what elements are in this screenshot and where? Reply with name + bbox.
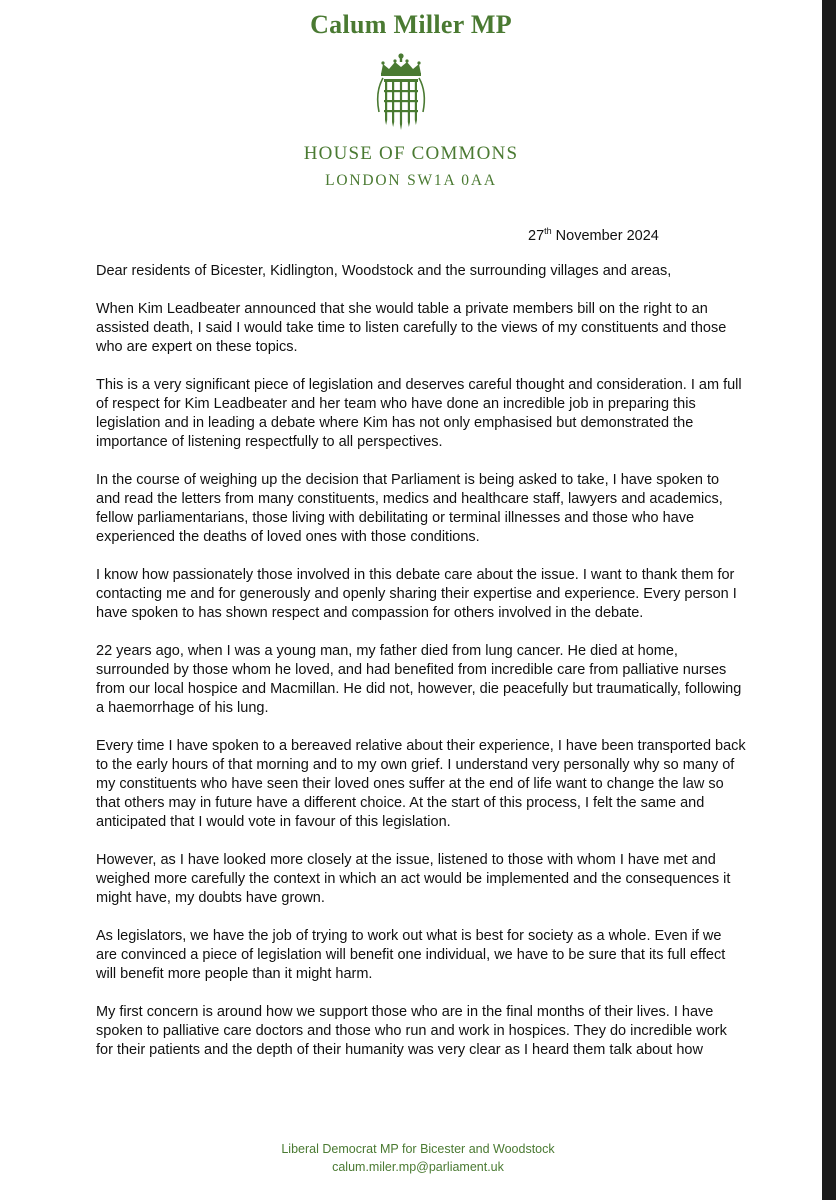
paragraph: Every time I have spoken to a bereaved relative about their experience, I have been transported back to the early hours of that morning and to my own grief. I understand very personally why so many of my constituents who have seen their loved ones suffer at the end of life want to change the law so that others may in future have a different choice. At the start of this process, I felt the same and anticipated that I would vote in favour of this legislation.: [96, 738, 746, 830]
date-suffix: th: [544, 226, 552, 236]
portcullis-icon: [373, 52, 429, 132]
house-of-commons-label: HOUSE OF COMMONS: [303, 143, 519, 164]
date-day: 27: [528, 227, 545, 244]
date-month-year: November 2024: [551, 227, 659, 244]
paragraph: In the course of weighing up the decision that Parliament is being asked to take, I have spoken to and read the letters from many constituents, medics and healthcare staff, lawyers and academics, fellow parliamentarians, those living with debilitating or terminal illnesses and those who have experienced the deaths of loved ones with those conditions.: [96, 472, 723, 545]
footer-email: calum.miler.mp@parliament.uk: [332, 1160, 504, 1174]
letter-body: [96, 262, 746, 1079]
mp-name-heading: Calum Miller MP: [310, 10, 512, 39]
paragraph: As legislators, we have the job of trying to work out what is best for society as a whole. Even if we are convinced a piece of legislation will benefit one individual, we have to be sure that its full effect will benefit more people than it might harm.: [96, 928, 726, 982]
paragraph: I know how passionately those involved in this debate care about the issue. I want to thank them for contacting me and for generously and openly sharing their expertise and experience. Every person I have spoken to has shown respect and compassion for others involved in the debate.: [96, 567, 737, 621]
salutation: Dear residents of Bicester, Kidlington, Woodstock and the surrounding villages and areas,: [96, 263, 672, 279]
letter-date: [528, 226, 659, 244]
page-edge-shadow: [822, 0, 836, 1200]
paragraph: 22 years ago, when I was a young man, my father died from lung cancer. He died at home, surrounded by those whom he loved, and had benefited from incredible care from palliative nurses from our local hospice and Macmillan. He did not, however, die peacefully but traumatically, following a haemorrhage of his lung.: [96, 643, 742, 716]
paragraph: However, as I have looked more closely at the issue, listened to those with whom I have met and weighed more carefully the context in which an act would be implemented and the consequences it might have, my doubts have grown.: [96, 852, 731, 906]
postal-address: LONDON SW1A 0AA: [325, 172, 497, 189]
paragraph: My first concern is around how we support those who are in the final months of their lives. I have spoken to palliative care doctors and those who run and work in hospices. They do incredible work for their patients and the depth of their humanity was very clear as I heard them talk about how: [96, 1004, 727, 1058]
paragraph: This is a very significant piece of legislation and deserves careful thought and consideration. I am full of respect for Kim Leadbeater and her team who have done an incredible job in preparing this legislation and in leading a debate where Kim has not only emphasised but demonstrated the importance of listening respectfully to all perspectives.: [96, 377, 742, 450]
paragraph: When Kim Leadbeater announced that she would table a private members bill on the right to an assisted death, I said I would take time to listen carefully to the views of my constituents and those who are expert on these topics.: [96, 301, 727, 355]
footer-constituency: Liberal Democrat MP for Bicester and Woodstock: [281, 1142, 555, 1156]
